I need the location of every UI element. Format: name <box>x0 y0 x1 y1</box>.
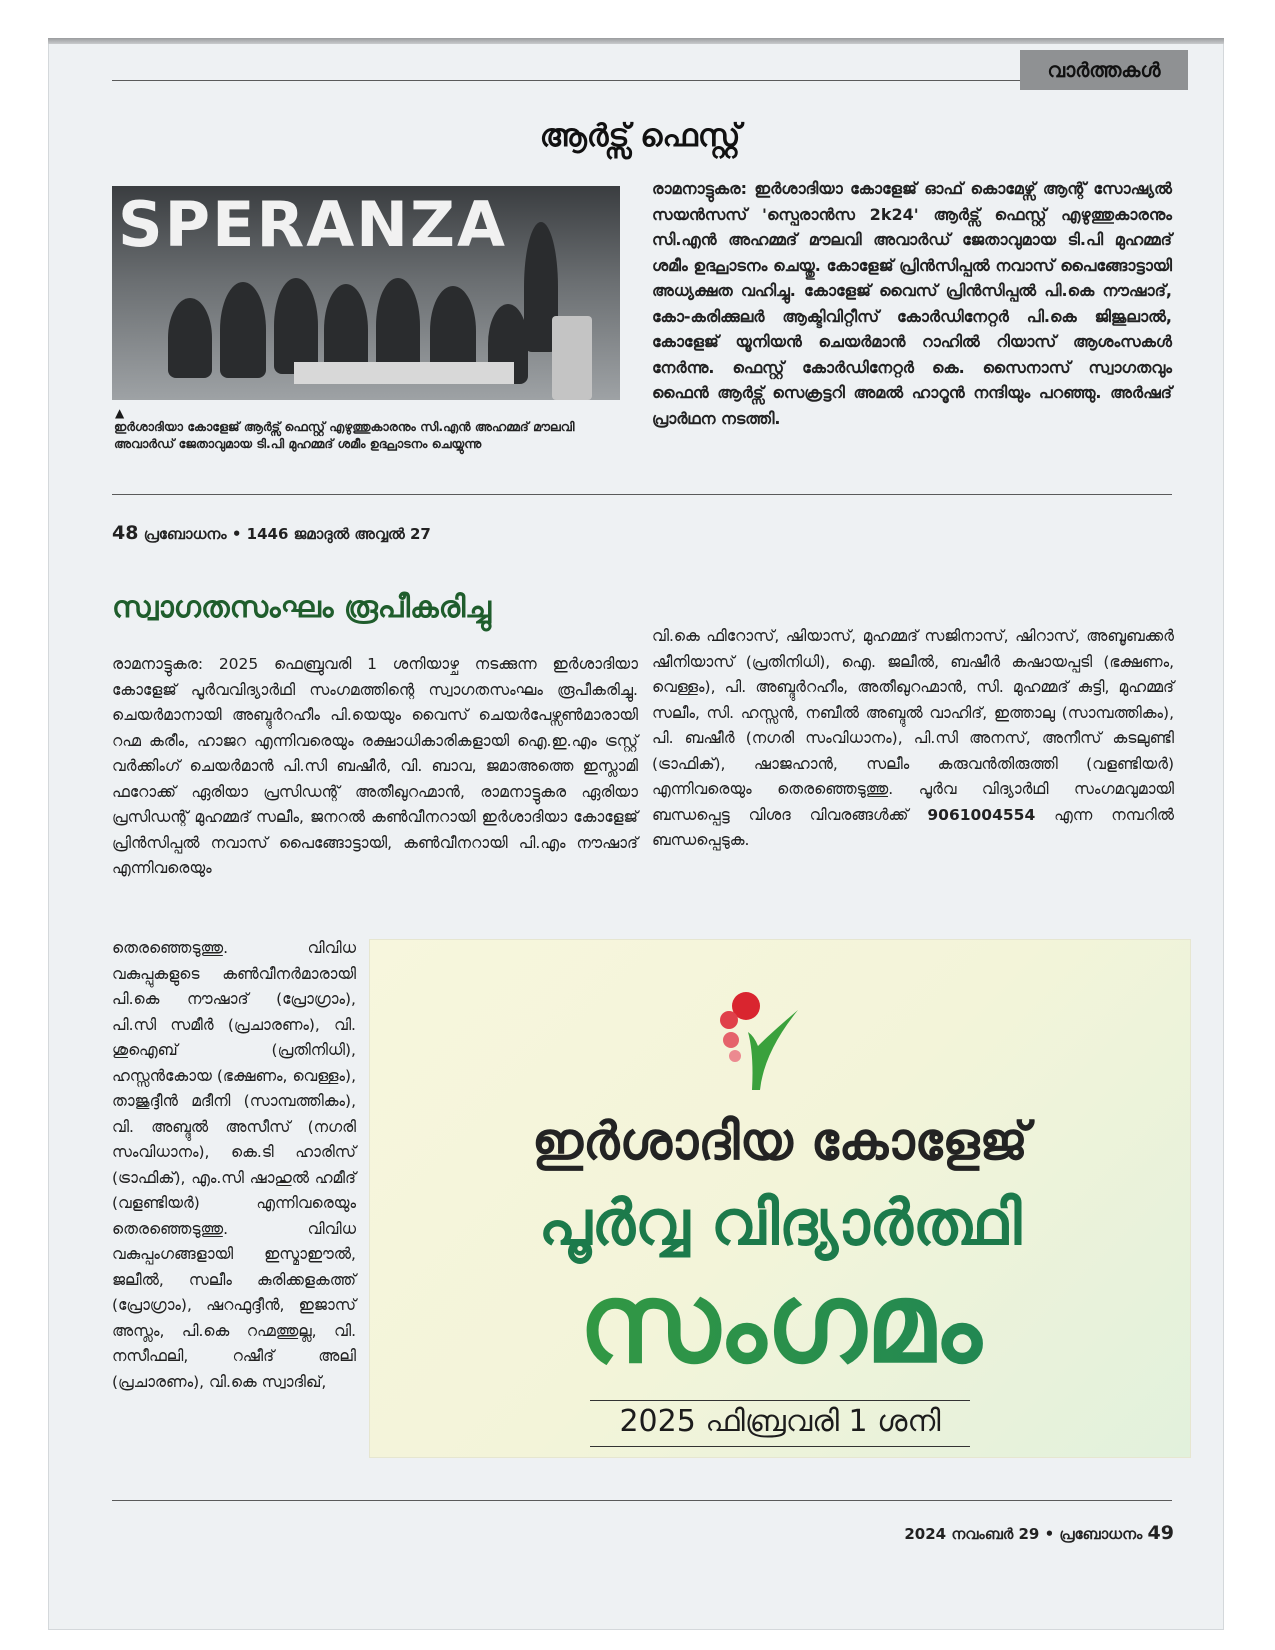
top-rule <box>48 38 1224 44</box>
article-divider <box>112 494 1172 495</box>
photo-person <box>168 298 212 378</box>
header-divider <box>112 80 1020 81</box>
college-logo-icon <box>702 982 812 1094</box>
reception-column-2-tail: എന്ന നമ്പറിൽ ബന്ധപ്പെടുക. <box>652 805 1174 849</box>
folio-left <box>112 522 431 544</box>
photo-banner-text: SPERANZA <box>118 188 507 261</box>
logo-leaf <box>748 1010 798 1090</box>
contact-phone: 9061004554 <box>927 805 1036 824</box>
photo-caption: ഇർശാദിയാ കോളേജ് ആർട്സ് ഫെസ്റ്റ് എഴുത്തുകാരനും സി.എൻ അഹമ്മദ് മൗലവി അവാർഡ് ജേതാവുമായ ടി.പി മുഹമ്മദ് ശമീം ഉദ്ഘാടനം ചെയ്യുന്നു <box>114 419 575 451</box>
arts-fest-body: രാമനാട്ടുകര: ഇർശാദിയാ കോളേജ് ഓഫ് കൊമേഴ്സ് ആന്റ് സോഷ്യൽ സയൻസസ് 'സ്പെരാൻസ 2k24' ആർട്സ് ഫെസ്റ്റ് എഴുത്തുകാരനും സി.എൻ അഹമ്മദ് മൗലവി അവാർഡ് ജേതാവുമായ ടി.പി മുഹമ്മദ് ശമീം ഉദ്ഘാടനം ചെയ്തു. കോളേജ് പ്രിൻസിപ്പൽ നവാസ് പൈങ്ങോട്ടായി അധ്യക്ഷത വഹിച്ചു. കോളേജ് വൈസ് പ്രിൻസിപ്പൽ പി.കെ നൗഷാദ്, കോ-കരിക്കുലർ ആക്ടിവിറ്റീസ് കോർഡിനേറ്റർ പി.കെ ജിജുലാൽ, കോളേജ് യൂനിയൻ ചെയർമാൻ റാഹിൽ റിയാസ് ആശംസകൾ നേർന്നു. ഫെസ്റ്റ് കോർഡിനേറ്റർ കെ. സൈനാസ് സ്വാഗതവും ഫൈൻ ആർട്സ് സെക്രട്ടറി അമൽ ഹാറൂൻ നന്ദിയും പറഞ്ഞു. അർഷദ് പ്രാർഥന നടത്തി. <box>652 179 1172 428</box>
folio-date: 2024 നവംബർ 29 • <box>904 1525 1055 1543</box>
ad-sangamam-title: സംഗമം <box>370 1268 1190 1378</box>
photo-person <box>220 282 266 378</box>
ad-college-name: ഇർശാദിയ കോളേജ് <box>532 1112 1028 1172</box>
logo-dot-medium <box>720 1011 738 1029</box>
footer-divider <box>112 1500 1172 1501</box>
folio-right <box>800 1522 1174 1544</box>
page-number: 48 <box>112 522 139 544</box>
folio-date: • 1446 ജമാദുൽ അവ്വൽ 27 <box>231 525 431 543</box>
photo-table <box>294 362 514 384</box>
ad-event-date: 2025 ഫിബ്രവരി 1 ശനി <box>619 1404 941 1439</box>
ad-date-bottom-rule <box>590 1446 970 1447</box>
arts-fest-photo <box>112 186 620 400</box>
photo-person <box>376 278 420 374</box>
page-number: 49 <box>1147 1522 1174 1544</box>
ad-date-top-rule <box>590 1400 970 1401</box>
magazine-title: പ്രബോധനം <box>1059 1525 1143 1543</box>
reception-headline: സ്വാഗതസംഘം രൂപീകരിച്ചു <box>112 590 492 625</box>
reception-column-1: രാമനാട്ടുകര: 2025 ഫെബ്രുവരി 1 ശനിയാഴ്ച നടക്കുന്ന ഇർശാദിയാ കോളേജ് പൂർവവിദ്യാർഥി സംഗമത്തിന്റെ സ്വാഗതസംഘം രൂപീകരിച്ചു. ചെയർമാനായി അബ്ദുർറഹീം പി.യെയും വൈസ് ചെയർപേഴ്സൺമാരായി റഹ്മ കരീം, ഹാജറ എന്നിവരെയും രക്ഷാധികാരികളായി ഐ.ഇ.എം ട്രസ്റ്റ് വർക്കിംഗ് ചെയർമാൻ പി.സി ബഷീർ, വി. ബാവ, ജമാഅത്തെ ഇസ്ലാമി ഫറോക്ക് ഏരിയാ പ്രസിഡന്റ് അതീഖുറഹ്മാൻ, രാമനാട്ടുകര ഏരിയാ പ്രസിഡന്റ് മുഹമ്മദ് സലീം, ജനറൽ കൺവീനറായി ഇർശാദിയാ കോളേജ് പ്രിൻസിപ്പൽ നവാസ് പൈങ്ങോട്ടായി, കൺവീനറായി പി.എം നൗഷാദ് എന്നിവരെയും <box>112 655 638 877</box>
caption-marker: ▲ <box>115 406 125 420</box>
magazine-title: പ്രബോധനം <box>143 525 227 543</box>
reception-column-2-text: വി.കെ ഫിറോസ്, ഷിയാസ്, മുഹമ്മദ് സജിനാസ്, ഷിറാസ്, അബൂബക്കർ ഷീനിയാസ് (പ്രതിനിധി), ഐ. ജലീൽ, ബഷീർ കഷായപ്പടി (ഭക്ഷണം, വെള്ളം), പി. അബ്ദുർറഹീം, അതീഖുറഹ്മാൻ, സി. മുഹമ്മദ് കുട്ടി, മുഹമ്മദ് സലീം, സി. ഹസ്സൻ, നബീൽ അബ്ദുൽ വാഹിദ്, ഇത്താലു (സാമ്പത്തികം), പി. ബഷീർ (നഗരി സംവിധാനം), പി.സി അനസ്, അനീസ് കടലുണ്ടി (ട്രാഫിക്), ഷാജഹാൻ, സലീം കരുവൻതിരുത്തി (വളണ്ടിയർ) എന്നിവരെയും തെരഞ്ഞെടുത്തു. പൂർവ വിദ്യാർഥി സംഗമവുമായി ബന്ധപ്പെട്ട വിശദ വിവരങ്ങൾക്ക് <box>652 627 1174 824</box>
ad-alumni-title: പൂർവ്വ വിദ്യാർത്ഥി <box>538 1186 1022 1259</box>
logo-dot-tiny <box>729 1050 741 1062</box>
photo-person <box>274 278 318 374</box>
arts-fest-headline: ആർട്സ് ഫെസ്റ്റ് <box>539 118 741 154</box>
section-tag: വാർത്തകൾ <box>1020 50 1188 90</box>
reception-column-1-cont: തെരഞ്ഞെടുത്തു. വിവിധ വകുപ്പുകളുടെ കൺവീനർമാരായി പി.കെ നൗഷാദ് (പ്രോഗ്രാം), പി.സി സമീർ (പ്രചാരണം), വി. ശുഐബ് (പ്രതിനിധി), ഹസ്സൻകോയ (ഭക്ഷണം, വെള്ളം), താജുദ്ദീൻ മദീനി (സാമ്പത്തികം), വി. അബ്ദുൽ അസീസ് (നഗരി സംവിധാനം), കെ.ടി ഹാരിസ് (ട്രാഫിക്), എം.സി ഷാഹുൽ ഹമീദ് (വളണ്ടിയർ) എന്നിവരെയും തെരഞ്ഞെടുത്തു. വിവിധ വകുപ്പംഗങ്ങളായി ഇസ്മാഈൽ, ജലീൽ, സലീം കുരിക്കളകത്ത് (പ്രോഗ്രാം), ഷറഫുദ്ദീൻ, ഇജാസ് അസ്ലം, പി.കെ റഹ്മത്തുല്ല, വി. നസീഫലി, റഷീദ് അലി (പ്രചാരണം), വി.കെ സ്വാദിഖ്, <box>112 939 356 1391</box>
photo-podium <box>552 316 592 400</box>
logo-dot-small <box>723 1032 739 1048</box>
reception-column-2 <box>652 624 1174 854</box>
